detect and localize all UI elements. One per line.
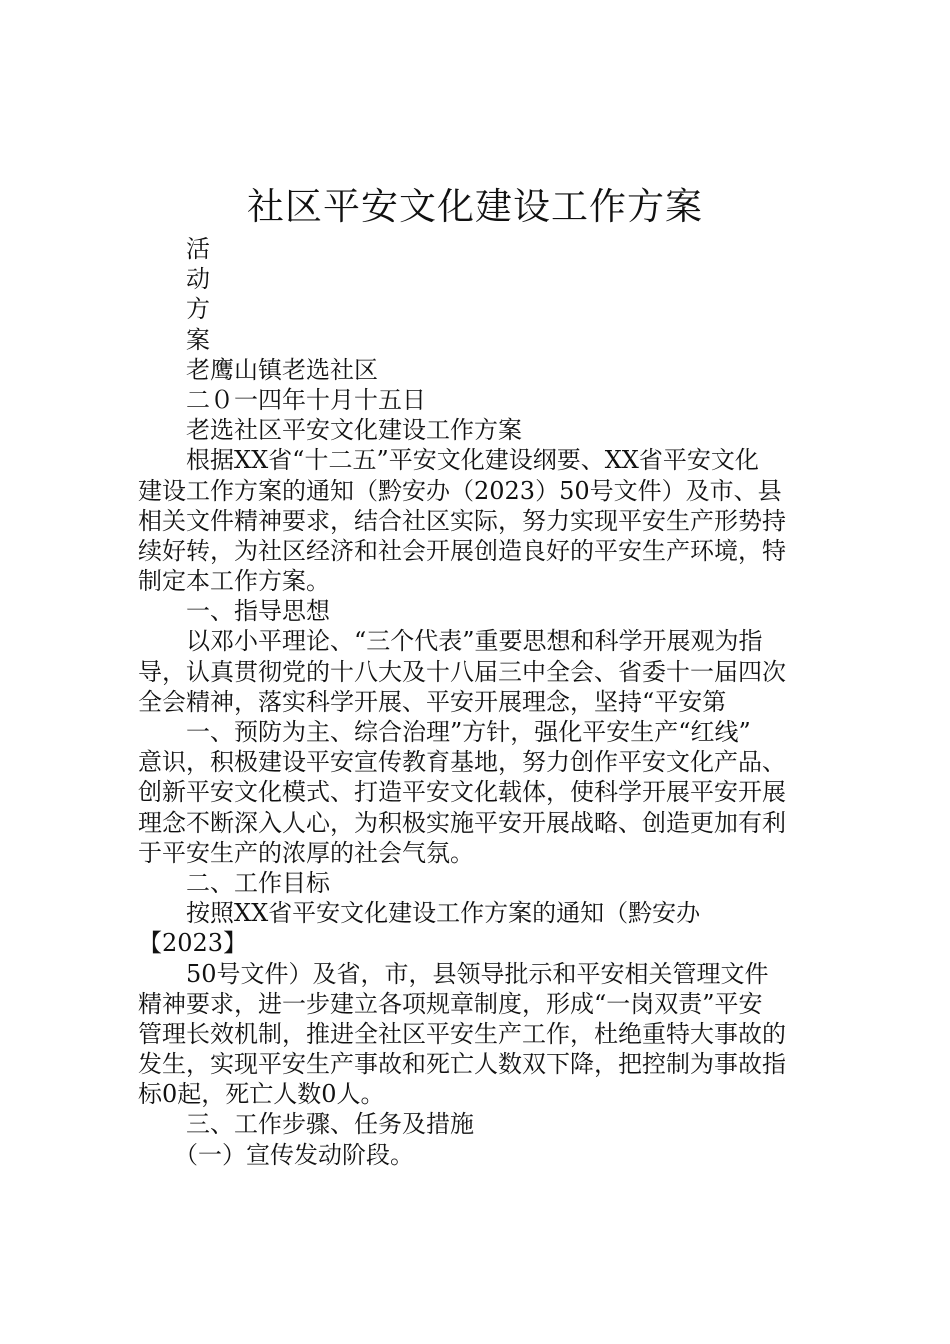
text-line: 二０一四年十月十五日	[186, 385, 426, 414]
text-line: 于平安生产的浓厚的社会气氛。	[138, 838, 474, 867]
section-heading: 三、工作步骤、任务及措施	[186, 1110, 474, 1139]
text-line: 老选社区平安文化建设工作方案	[186, 416, 522, 445]
text-line: 一、预防为主、综合治理”方针，强化平安生产“红线”	[186, 718, 751, 746]
text-line: 50号文件）及省，市，县领导批示和平安相关管理文件	[186, 959, 769, 988]
text-line: 发生，实现平安生产事故和死亡人数双下降，把控制为事故指	[138, 1050, 786, 1079]
text-line: 续好转，为社区经济和社会开展创造良好的平安生产环境，特	[138, 536, 786, 565]
text-line: 建设工作方案的通知（黔安办（2023）50号文件）及市、县	[138, 476, 782, 505]
text-line: 导，认真贯彻党的十八大及十八届三中全会、省委十一届四次	[138, 657, 786, 686]
text-line: 按照XX省平安文化建设工作方案的通知（黔安办	[186, 899, 701, 928]
text-line: 相关文件精神要求，结合社区实际，努力实现平安生产形势持	[138, 506, 786, 535]
text-line: 理念不断深入人心，为积极实施平安开展战略、创造更加有利	[138, 808, 786, 837]
subsection-heading: （一）宣传发动阶段。	[174, 1140, 414, 1169]
text-line: 根据XX省“十二五”平安文化建设纲要、XX省平安文化	[186, 446, 759, 475]
text-line: 精神要求，进一步建立各项规章制度，形成“一岗双责”平安	[138, 989, 763, 1018]
section-heading: 二、工作目标	[186, 868, 330, 897]
text-line: 方	[186, 295, 210, 324]
text-line: 创新平安文化模式、打造平安文化载体，使科学开展平安开展	[138, 778, 786, 807]
text-line: 老鹰山镇老选社区	[186, 355, 378, 384]
section-heading: 一、指导思想	[186, 597, 330, 626]
text-line: 活	[186, 235, 210, 263]
document-title: 社区平安文化建设工作方案	[247, 185, 703, 228]
text-line: 动	[186, 265, 210, 294]
text-line: 制定本工作方案。	[138, 567, 330, 596]
text-line: 管理长效机制，推进全社区平安生产工作，杜绝重特大事故的	[138, 1019, 786, 1048]
document-body	[138, 234, 828, 1170]
text-line: 【2023】	[138, 929, 248, 958]
text-line: 以邓小平理论、“三个代表”重要思想和科学开展观为指	[186, 627, 763, 656]
text-line: 标0起，死亡人数0人。	[138, 1080, 385, 1109]
text-line: 意识，积极建设平安宣传教育基地，努力创作平安文化产品、	[138, 748, 786, 777]
text-line: 全会精神，落实科学开展、平安开展理念，坚持“平安第	[138, 687, 727, 716]
text-line: 案	[186, 325, 210, 354]
